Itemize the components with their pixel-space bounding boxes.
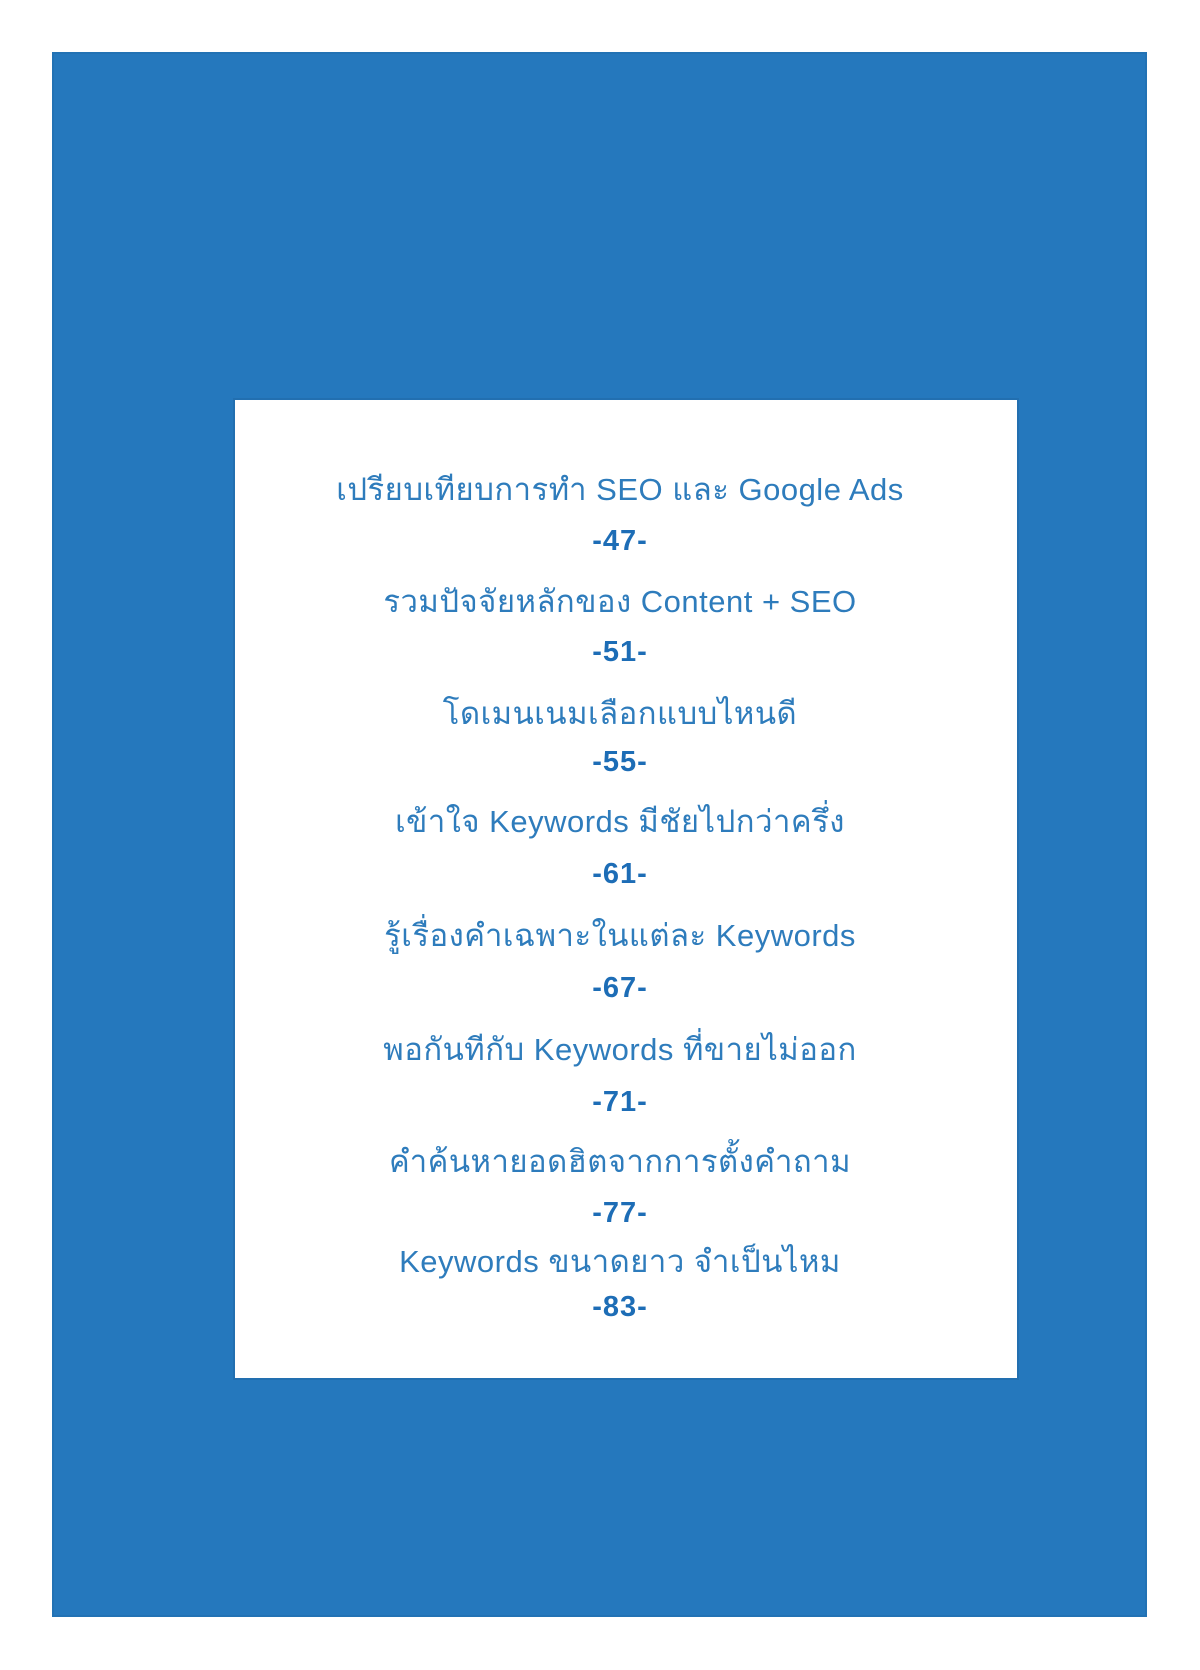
- toc-entry-title: เปรียบเทียบการทำ SEO และ Google Ads: [336, 472, 904, 507]
- blue-cover-frame: [52, 52, 1147, 1617]
- toc-entry-title: เข้าใจ Keywords มีชัยไปกว่าครึ่ง: [395, 804, 845, 839]
- toc-entry-title: คำค้นหายอดฮิตจากการตั้งคำถาม: [388, 1144, 852, 1179]
- toc-entry-title: รู้เรื่องคำเฉพาะในแต่ละ Keywords: [384, 918, 856, 953]
- toc-entry-page-number: -51-: [592, 636, 648, 668]
- toc-card: [235, 400, 1017, 1378]
- toc-entry-page-number: -67-: [592, 972, 648, 1004]
- toc-entry-page-number: -83-: [592, 1291, 648, 1323]
- toc-entry-page-number: -61-: [592, 858, 648, 890]
- toc-list: [229, 400, 1011, 1378]
- toc-entry-page-number: -77-: [592, 1197, 648, 1229]
- toc-entry-title: พอกันทีกับ Keywords ที่ขายไม่ออก: [383, 1032, 857, 1067]
- toc-entry-title: โดเมนเนมเลือกแบบไหนดี: [442, 696, 798, 731]
- toc-entry-page-number: -47-: [592, 525, 648, 557]
- toc-entry-title: Keywords ขนาดยาว จำเป็นไหม: [399, 1244, 841, 1279]
- toc-entry-title: รวมปัจจัยหลักของ Content + SEO: [383, 584, 857, 619]
- toc-entry-page-number: -71-: [592, 1086, 648, 1118]
- toc-entry-page-number: -55-: [592, 746, 648, 778]
